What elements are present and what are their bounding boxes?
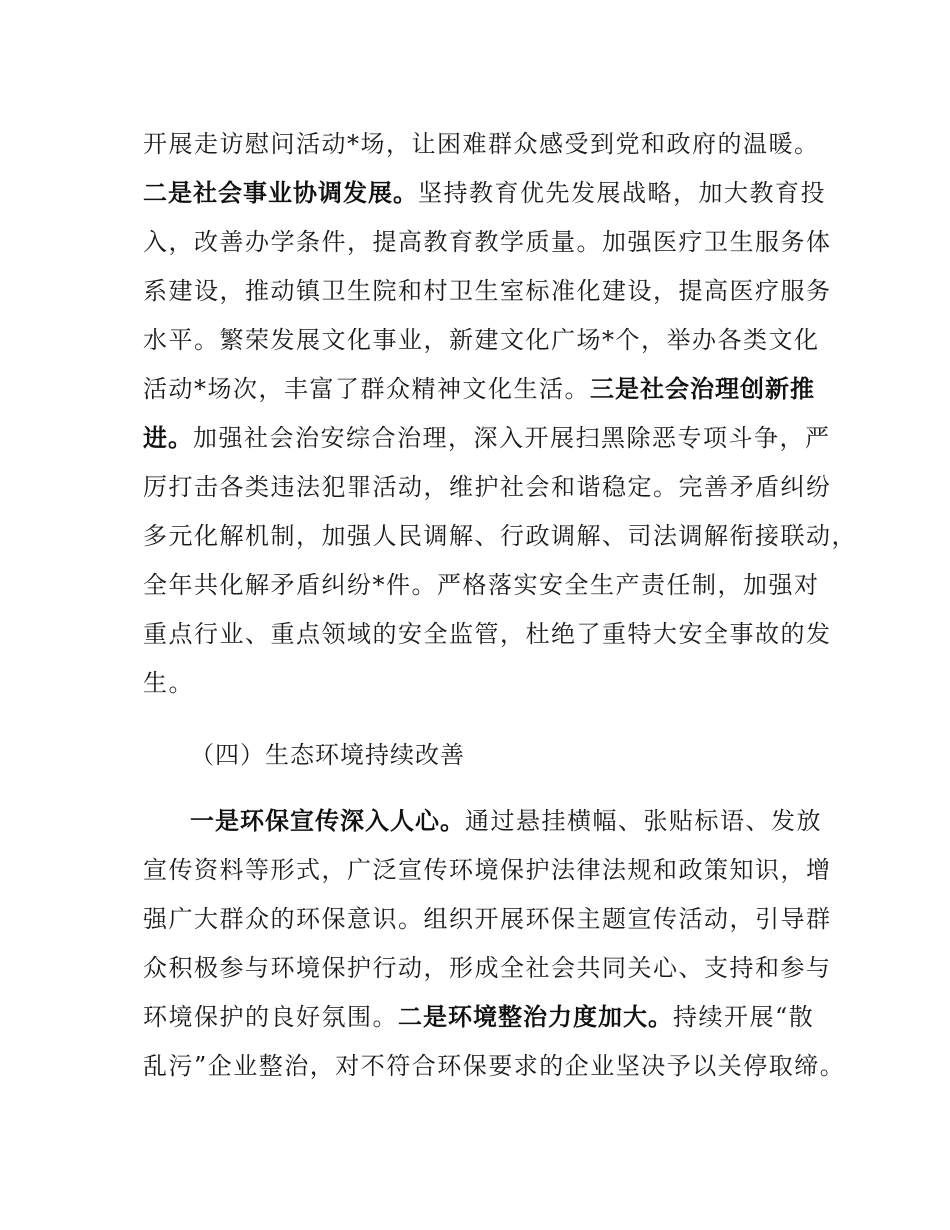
paragraph-line (143, 565, 833, 605)
paragraph-line (143, 369, 833, 409)
paragraph-line (143, 320, 833, 360)
text-run: 通过悬挂横幅、张贴标语、发放 (465, 807, 822, 835)
paragraph-line (190, 801, 830, 841)
bold-lead: 二是社会事业协调发展。 (143, 179, 418, 207)
text-run: 众积极参与环境保护行动，形成全社会共同关心、支持和参与 (143, 954, 832, 982)
text-run: 重点行业、重点领域的安全监管，杜绝了重特大安全事故的发 (143, 620, 832, 648)
paragraph-line (143, 899, 833, 939)
text-run: 持续开展“散 (673, 1003, 815, 1031)
paragraph-line (143, 124, 833, 164)
bold-lead: 二是环境整治力度加大。 (398, 1003, 673, 1031)
bold-lead: 进。 (143, 424, 193, 452)
paragraph-line (143, 467, 833, 507)
text-run: 坚持教育优先发展战略，加大教育投 (418, 179, 826, 207)
text-run: 水平。繁荣发展文化事业，新建文化广场*个，举办各类文化 (143, 326, 820, 354)
text-run: 开展走访慰问活动*场，让困难群众感受到党和政府的温暖。 (143, 130, 820, 158)
paragraph-line (143, 997, 833, 1037)
text-run: 入，改善办学条件，提高教育教学质量。加强医疗卫生服务体 (143, 228, 832, 256)
text-run: 全年共化解矛盾纠纷*件。严格落实安全生产责任制，加强对 (143, 571, 820, 599)
paragraph-line (143, 516, 857, 556)
text-run: 加强社会治安综合治理，深入开展扫黑除恶专项斗争，严 (193, 424, 831, 452)
paragraph-line (143, 271, 833, 311)
text-run: 强广大群众的环保意识。组织开展环保主题宣传活动，引导群 (143, 905, 832, 933)
paragraph-line (143, 222, 833, 262)
bold-lead: 一是环保宣传深入人心。 (190, 807, 465, 835)
text-run: 环境保护的良好氛围。 (143, 1003, 398, 1031)
paragraph-line (143, 173, 833, 213)
text-run: 活动*场次，丰富了群众精神文化生活。 (143, 375, 590, 403)
text-run: 乱污”企业整治，对不符合环保要求的企业坚决予以关停取缔。 (143, 1052, 846, 1080)
text-run: 系建设，推动镇卫生院和村卫生室标准化建设，提高医疗服务 (143, 277, 832, 305)
paragraph-line (143, 418, 833, 458)
paragraph-line (143, 614, 833, 654)
bold-lead: 三是社会治理创新推 (590, 375, 815, 403)
text-run: 宣传资料等形式，广泛宣传环境保护法律法规和政策知识，增 (143, 856, 832, 884)
section-heading: （四）生态环境持续改善 (190, 741, 465, 769)
paragraph-line (143, 663, 833, 703)
text-run: 厉打击各类违法犯罪活动，维护社会和谐稳定。完善矛盾纠纷 (143, 473, 832, 501)
text-run: 生。 (143, 669, 194, 697)
paragraph-line (143, 1046, 846, 1086)
paragraph-line (143, 850, 833, 890)
paragraph-line (143, 948, 833, 988)
text-run: 多元化解机制，加强人民调解、行政调解、司法调解衔接联动， (143, 522, 857, 550)
